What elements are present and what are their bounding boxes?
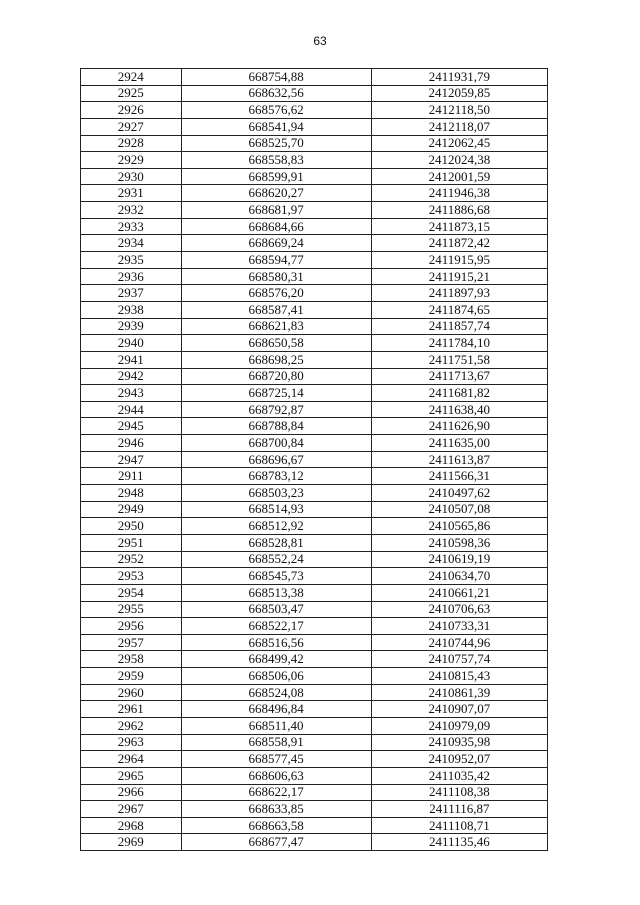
x-coordinate-cell: 668594,77: [181, 252, 371, 269]
table-row: [81, 85, 548, 102]
x-coordinate-cell: 668725,14: [181, 385, 371, 402]
y-coordinate-cell: 2412001,59: [371, 168, 547, 185]
x-coordinate-cell: 668754,88: [181, 69, 371, 86]
y-coordinate-cell: 2411784,10: [371, 335, 547, 352]
point-number-cell: 2942: [81, 368, 182, 385]
point-number-cell: 2965: [81, 767, 182, 784]
y-coordinate-cell: 2410952,07: [371, 751, 547, 768]
point-number-cell: 2926: [81, 102, 182, 119]
x-coordinate-cell: 668621,83: [181, 318, 371, 335]
table-row: [81, 485, 548, 502]
point-number-cell: 2930: [81, 168, 182, 185]
y-coordinate-cell: 2410497,62: [371, 485, 547, 502]
y-coordinate-cell: 2411626,90: [371, 418, 547, 435]
table-row: [81, 285, 548, 302]
x-coordinate-cell: 668499,42: [181, 651, 371, 668]
point-number-cell: 2945: [81, 418, 182, 435]
x-coordinate-cell: 668524,08: [181, 684, 371, 701]
x-coordinate-cell: 668576,20: [181, 285, 371, 302]
x-coordinate-cell: 668513,38: [181, 584, 371, 601]
x-coordinate-cell: 668684,66: [181, 218, 371, 235]
page-number: 63: [313, 34, 327, 48]
table-row: [81, 351, 548, 368]
y-coordinate-cell: 2411915,95: [371, 252, 547, 269]
y-coordinate-cell: 2411566,31: [371, 468, 547, 485]
x-coordinate-cell: 668620,27: [181, 185, 371, 202]
table-row: [81, 218, 548, 235]
point-number-cell: 2932: [81, 202, 182, 219]
table-row: [81, 202, 548, 219]
y-coordinate-cell: 2411886,68: [371, 202, 547, 219]
coordinates-table-body: [81, 69, 548, 851]
table-row: [81, 551, 548, 568]
table-row: [81, 318, 548, 335]
y-coordinate-cell: 2410815,43: [371, 668, 547, 685]
x-coordinate-cell: 668512,92: [181, 518, 371, 535]
table-row: [81, 235, 548, 252]
y-coordinate-cell: 2410619,19: [371, 551, 547, 568]
point-number-cell: 2939: [81, 318, 182, 335]
table-row: [81, 518, 548, 535]
point-number-cell: 2940: [81, 335, 182, 352]
x-coordinate-cell: 668580,31: [181, 268, 371, 285]
point-number-cell: 2925: [81, 85, 182, 102]
point-number-cell: 2933: [81, 218, 182, 235]
x-coordinate-cell: 668792,87: [181, 401, 371, 418]
table-row: [81, 152, 548, 169]
point-number-cell: 2957: [81, 634, 182, 651]
point-number-cell: 2954: [81, 584, 182, 601]
table-row: [81, 418, 548, 435]
x-coordinate-cell: 668669,24: [181, 235, 371, 252]
point-number-cell: 2968: [81, 817, 182, 834]
y-coordinate-cell: 2410706,63: [371, 601, 547, 618]
point-number-cell: 2936: [81, 268, 182, 285]
y-coordinate-cell: 2411874,65: [371, 301, 547, 318]
point-number-cell: 2958: [81, 651, 182, 668]
x-coordinate-cell: 668599,91: [181, 168, 371, 185]
table-row: [81, 601, 548, 618]
y-coordinate-cell: 2410661,21: [371, 584, 547, 601]
x-coordinate-cell: 668558,83: [181, 152, 371, 169]
point-number-cell: 2960: [81, 684, 182, 701]
y-coordinate-cell: 2411116,87: [371, 801, 547, 818]
y-coordinate-cell: 2412024,38: [371, 152, 547, 169]
table-row: [81, 451, 548, 468]
x-coordinate-cell: 668783,12: [181, 468, 371, 485]
y-coordinate-cell: 2410565,86: [371, 518, 547, 535]
point-number-cell: 2959: [81, 668, 182, 685]
point-number-cell: 2934: [81, 235, 182, 252]
x-coordinate-cell: 668587,41: [181, 301, 371, 318]
x-coordinate-cell: 668503,23: [181, 485, 371, 502]
table-row: [81, 69, 548, 86]
x-coordinate-cell: 668577,45: [181, 751, 371, 768]
y-coordinate-cell: 2411751,58: [371, 351, 547, 368]
point-number-cell: 2931: [81, 185, 182, 202]
table-row: [81, 767, 548, 784]
x-coordinate-cell: 668552,24: [181, 551, 371, 568]
table-row: [81, 684, 548, 701]
y-coordinate-cell: 2411635,00: [371, 435, 547, 452]
table-row: [81, 301, 548, 318]
table-row: [81, 717, 548, 734]
x-coordinate-cell: 668698,25: [181, 351, 371, 368]
point-number-cell: 2938: [81, 301, 182, 318]
table-row: [81, 135, 548, 152]
y-coordinate-cell: 2411873,15: [371, 218, 547, 235]
y-coordinate-cell: 2411681,82: [371, 385, 547, 402]
y-coordinate-cell: 2410733,31: [371, 618, 547, 635]
y-coordinate-cell: 2411613,87: [371, 451, 547, 468]
x-coordinate-cell: 668606,63: [181, 767, 371, 784]
point-number-cell: 2953: [81, 568, 182, 585]
point-number-cell: 2946: [81, 435, 182, 452]
x-coordinate-cell: 668514,93: [181, 501, 371, 518]
table-row: [81, 385, 548, 402]
table-row: [81, 468, 548, 485]
point-number-cell: 2937: [81, 285, 182, 302]
table-row: [81, 435, 548, 452]
x-coordinate-cell: 668525,70: [181, 135, 371, 152]
x-coordinate-cell: 668576,62: [181, 102, 371, 119]
y-coordinate-cell: 2411638,40: [371, 401, 547, 418]
y-coordinate-cell: 2411915,21: [371, 268, 547, 285]
point-number-cell: 2950: [81, 518, 182, 535]
x-coordinate-cell: 668632,56: [181, 85, 371, 102]
table-row: [81, 401, 548, 418]
point-number-cell: 2952: [81, 551, 182, 568]
table-row: [81, 584, 548, 601]
coordinates-table: [80, 68, 548, 851]
table-row: [81, 335, 548, 352]
x-coordinate-cell: 668522,17: [181, 618, 371, 635]
x-coordinate-cell: 668545,73: [181, 568, 371, 585]
table-row: [81, 501, 548, 518]
y-coordinate-cell: 2411897,93: [371, 285, 547, 302]
point-number-cell: 2961: [81, 701, 182, 718]
y-coordinate-cell: 2410935,98: [371, 734, 547, 751]
x-coordinate-cell: 668788,84: [181, 418, 371, 435]
y-coordinate-cell: 2411108,71: [371, 817, 547, 834]
point-number-cell: 2928: [81, 135, 182, 152]
point-number-cell: 2927: [81, 118, 182, 135]
table-row: [81, 102, 548, 119]
table-row: [81, 651, 548, 668]
point-number-cell: 2969: [81, 834, 182, 851]
y-coordinate-cell: 2411857,74: [371, 318, 547, 335]
table-row: [81, 834, 548, 851]
x-coordinate-cell: 668541,94: [181, 118, 371, 135]
y-coordinate-cell: 2410757,74: [371, 651, 547, 668]
y-coordinate-cell: 2412118,07: [371, 118, 547, 135]
x-coordinate-cell: 668516,56: [181, 634, 371, 651]
point-number-cell: 2967: [81, 801, 182, 818]
y-coordinate-cell: 2410598,36: [371, 534, 547, 551]
x-coordinate-cell: 668506,06: [181, 668, 371, 685]
table-row: [81, 252, 548, 269]
x-coordinate-cell: 668503,47: [181, 601, 371, 618]
point-number-cell: 2955: [81, 601, 182, 618]
point-number-cell: 2948: [81, 485, 182, 502]
point-number-cell: 2947: [81, 451, 182, 468]
point-number-cell: 2944: [81, 401, 182, 418]
y-coordinate-cell: 2410744,96: [371, 634, 547, 651]
x-coordinate-cell: 668496,84: [181, 701, 371, 718]
x-coordinate-cell: 668681,97: [181, 202, 371, 219]
x-coordinate-cell: 668677,47: [181, 834, 371, 851]
point-number-cell: 2943: [81, 385, 182, 402]
table-row: [81, 634, 548, 651]
y-coordinate-cell: 2410907,07: [371, 701, 547, 718]
point-number-cell: 2949: [81, 501, 182, 518]
x-coordinate-cell: 668622,17: [181, 784, 371, 801]
y-coordinate-cell: 2411931,79: [371, 69, 547, 86]
y-coordinate-cell: 2411872,42: [371, 235, 547, 252]
y-coordinate-cell: 2411713,67: [371, 368, 547, 385]
table-row: [81, 817, 548, 834]
x-coordinate-cell: 668700,84: [181, 435, 371, 452]
point-number-cell: 2964: [81, 751, 182, 768]
table-row: [81, 668, 548, 685]
x-coordinate-cell: 668696,67: [181, 451, 371, 468]
table-row: [81, 368, 548, 385]
x-coordinate-cell: 668528,81: [181, 534, 371, 551]
table-row: [81, 618, 548, 635]
y-coordinate-cell: 2412118,50: [371, 102, 547, 119]
table-row: [81, 801, 548, 818]
y-coordinate-cell: 2411946,38: [371, 185, 547, 202]
x-coordinate-cell: 668720,80: [181, 368, 371, 385]
table-row: [81, 734, 548, 751]
x-coordinate-cell: 668633,85: [181, 801, 371, 818]
y-coordinate-cell: 2410507,08: [371, 501, 547, 518]
point-number-cell: 2962: [81, 717, 182, 734]
table-row: [81, 168, 548, 185]
table-row: [81, 118, 548, 135]
point-number-cell: 2929: [81, 152, 182, 169]
table-row: [81, 751, 548, 768]
point-number-cell: 2941: [81, 351, 182, 368]
table-row: [81, 534, 548, 551]
x-coordinate-cell: 668663,58: [181, 817, 371, 834]
y-coordinate-cell: 2412059,85: [371, 85, 547, 102]
point-number-cell: 2956: [81, 618, 182, 635]
y-coordinate-cell: 2411135,46: [371, 834, 547, 851]
y-coordinate-cell: 2410979,09: [371, 717, 547, 734]
point-number-cell: 2951: [81, 534, 182, 551]
point-number-cell: 2963: [81, 734, 182, 751]
y-coordinate-cell: 2411108,38: [371, 784, 547, 801]
x-coordinate-cell: 668650,58: [181, 335, 371, 352]
x-coordinate-cell: 668511,40: [181, 717, 371, 734]
x-coordinate-cell: 668558,91: [181, 734, 371, 751]
point-number-cell: 2924: [81, 69, 182, 86]
table-row: [81, 701, 548, 718]
table-row: [81, 268, 548, 285]
table-row: [81, 568, 548, 585]
table-row: [81, 185, 548, 202]
point-number-cell: 2935: [81, 252, 182, 269]
y-coordinate-cell: 2410861,39: [371, 684, 547, 701]
y-coordinate-cell: 2412062,45: [371, 135, 547, 152]
y-coordinate-cell: 2410634,70: [371, 568, 547, 585]
table-row: [81, 784, 548, 801]
point-number-cell: 2966: [81, 784, 182, 801]
y-coordinate-cell: 2411035,42: [371, 767, 547, 784]
point-number-cell: 2911: [81, 468, 182, 485]
